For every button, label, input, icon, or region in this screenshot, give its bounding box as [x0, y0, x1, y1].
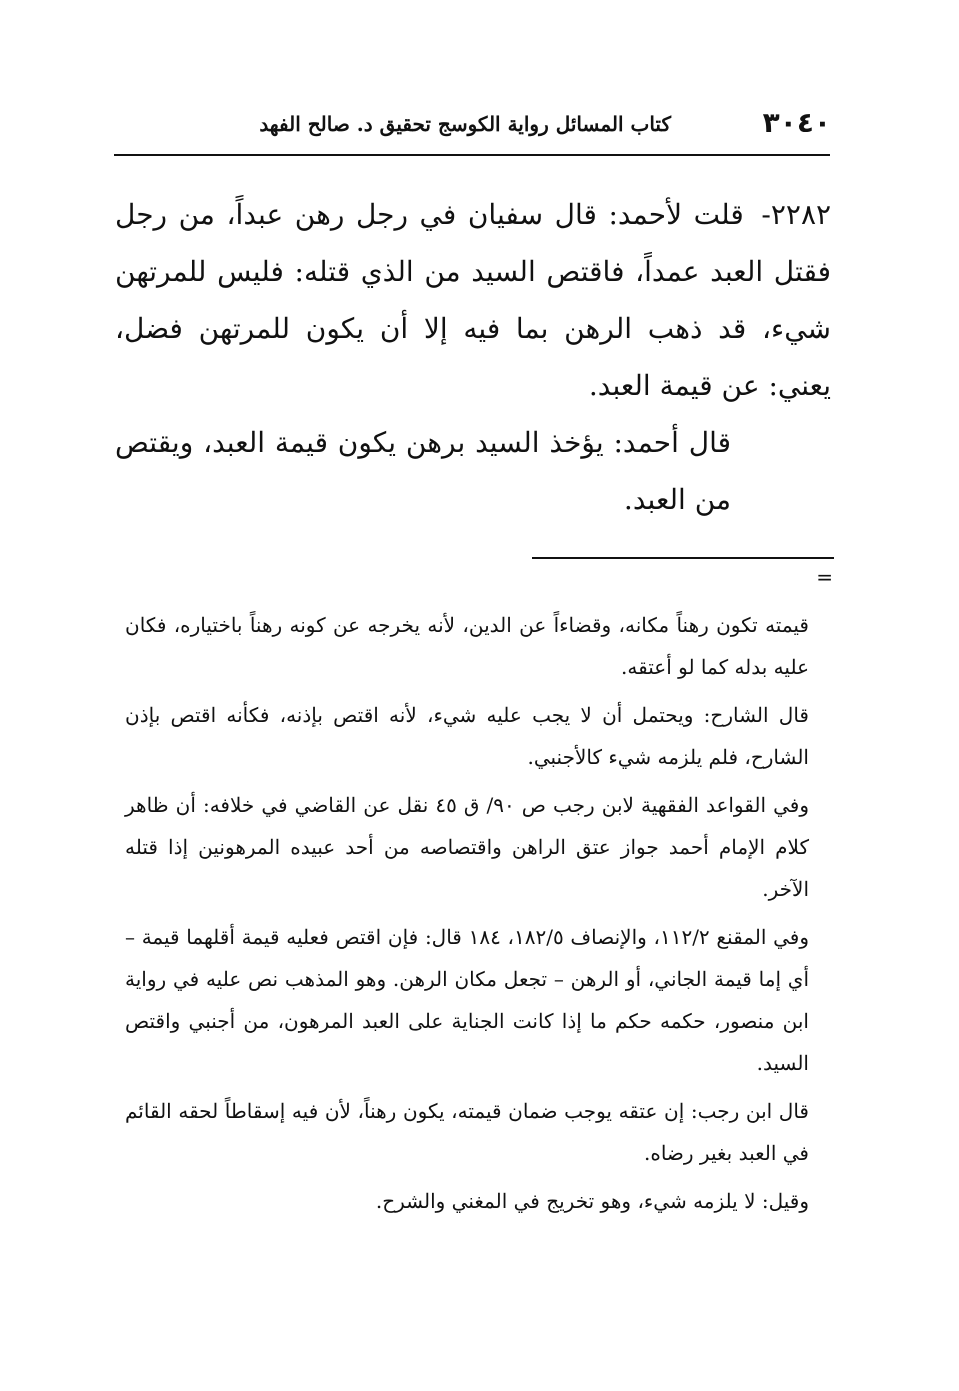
footnote-paragraph: وقيل: لا يلزمه شيء، وهو تخريج في المغني والشرح.: [375, 1189, 809, 1213]
footnote-paragraph: قال الشارح: ويحتمل أن لا يجب عليه شيء، لأنه اقتص بإذنه، فكأنه اقتص بإذن الشارح، فلم يلزمه شيء كالأجنبي.: [125, 703, 809, 769]
header-rule: [114, 154, 830, 156]
footnote-paragraph: وفي المقنع ١١٢/٢، والإنصاف ١٨٢/٥، ١٨٤ قال: فإن اقتص فعليه قيمة أقلهما قيمة – أي إما قيمة الجاني، أو الرهن – تجعل مكان الرهن. وهو المذهب نص عليه في رواية ابن منصور، حكمه حكم ما إذا كانت الجناية على العبد المرهون، من أجنبي واقتص السيد.: [125, 925, 810, 1075]
entry-text: قلت لأحمد: قال سفيان في رجل رهن عبداً، من رجل فقتل العبد عمداً، فاقتص السيد من الذي قتله: فليس للمرتهن شيء، قد ذهب الرهن بما فيه إلا أن يكون للمرتهن فضل، يعني: عن قيمة العبد.: [115, 198, 831, 402]
footnote-paragraph: قيمته تكون رهناً مكانه، وقضاءاً عن الدين، لأنه يخرجه عن كونه رهناً باختياره، فكان عليه بدله كما لو أعتقه.: [125, 613, 809, 679]
entry-question: [115, 186, 831, 414]
entry-number: ٢٢٨٢-: [761, 198, 832, 231]
running-header: [115, 104, 831, 150]
main-entry: [115, 186, 831, 528]
entry-answer: قال أحمد: يؤخذ السيد برهن يكون قيمة العبد، ويقتص من العبد.: [115, 426, 731, 516]
footnote-separator: [532, 557, 834, 559]
footnote-block: [125, 604, 809, 1228]
page-number: ٣٠٤٠: [762, 106, 831, 139]
footnote-paragraph: قال ابن رجب: إن عتقه يوجب ضمان قيمته، يكون رهناً، لأن فيه إسقاطاً لحقه القائم في العبد بغير رضاه.: [125, 1099, 809, 1165]
footnote-paragraph: وفي القواعد الفقهية لابن رجب ص ٩٠/ ق ٤٥ نقل عن القاضي في خلافه: أن ظاهر كلام الإمام أحمد جواز عتق الراهن واقتصاصه من أحد عبيده المرهونين إذا قتله الآخر.: [125, 793, 809, 901]
running-title: كتاب المسائل رواية الكوسج تحقيق د. صالح الفهد: [259, 112, 671, 136]
footnote-continuation-mark: =: [816, 565, 833, 589]
